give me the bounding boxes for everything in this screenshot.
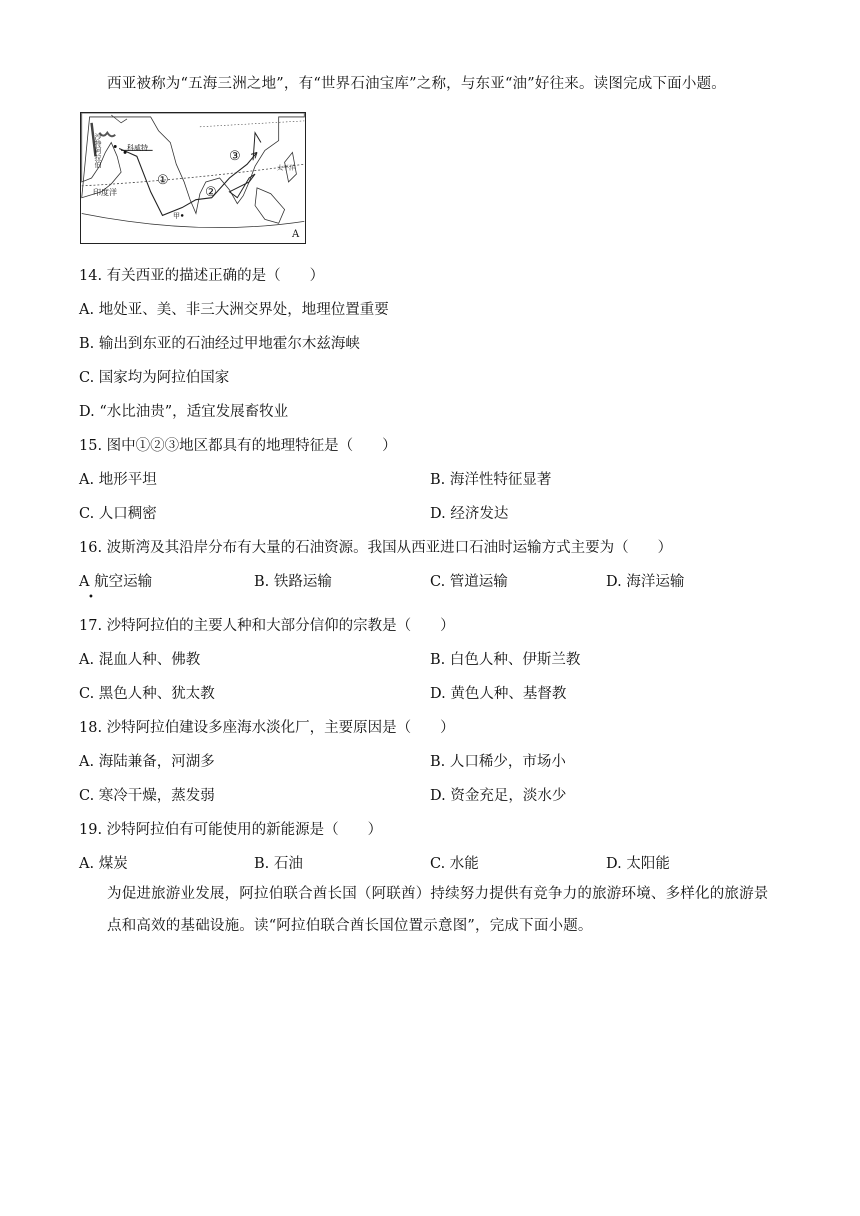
question-17-option-b[interactable]: B. 白色人种、伊斯兰教 <box>430 652 581 668</box>
question-15-option-a[interactable]: A. 地形平坦 <box>79 472 157 488</box>
question-16-option-d[interactable]: D. 海洋运输 <box>606 574 685 590</box>
question-16-option-c[interactable]: C. 管道运输 <box>430 574 508 590</box>
question-16-option-b[interactable]: B. 铁路运输 <box>254 574 332 590</box>
question-15-option-d[interactable]: D. 经济发达 <box>430 506 509 522</box>
question-14-stem: 14. 有关西亚的描述正确的是（ ） <box>79 268 325 284</box>
question-17-option-d[interactable]: D. 黄色人种、基督教 <box>430 686 567 702</box>
map-figure <box>80 112 306 244</box>
question-15-stem: 15. 图中①②③地区都具有的地理特征是（ ） <box>79 438 397 454</box>
question-17-option-a[interactable]: A. 混血人种、佛教 <box>79 652 201 668</box>
intro-text-1: 西亚被称为“五海三洲之地”，有“世界石油宝库”之称，与东亚“油”好往来。读图完成下面小题。 <box>107 76 726 92</box>
map-label-indian-ocean: 印度洋 <box>93 188 117 197</box>
question-18-option-b[interactable]: B. 人口稀少，市场小 <box>430 754 566 770</box>
question-18-stem: 18. 沙特阿拉伯建设多座海水淡化厂，主要原因是（ ） <box>79 720 455 736</box>
question-19-option-b[interactable]: B. 石油 <box>254 856 303 872</box>
map-marker-2: ② <box>205 185 217 200</box>
question-18-option-d[interactable]: D. 资金充足，淡水少 <box>430 788 567 804</box>
map-label-a: A <box>292 229 300 240</box>
intro-text-2: 为促进旅游业发展，阿拉伯联合酋长国（阿联酋）持续努力提供有竞争力的旅游环境、多样化的旅游景点和高效的基础设施。读“阿拉伯联合酋长国位置示意图”，完成下面小题。 <box>107 886 769 934</box>
question-19-option-d[interactable]: D. 太阳能 <box>606 856 670 872</box>
map-svg <box>81 113 305 243</box>
question-14-option-b[interactable]: B. 输出到东亚的石油经过甲地霍尔木兹海峡 <box>79 336 360 352</box>
question-17-option-c[interactable]: C. 黑色人种、犹太教 <box>79 686 215 702</box>
question-18-option-a[interactable]: A. 海陆兼备，河湖多 <box>79 754 215 770</box>
question-19-option-a[interactable]: A. 煤炭 <box>79 856 128 872</box>
question-16-stem: 16. 波斯湾及其沿岸分布有大量的石油资源。我国从西亚进口石油时运输方式主要为（ ） <box>79 540 673 556</box>
question-15-option-c[interactable]: C. 人口稠密 <box>79 506 157 522</box>
question-16-option-a[interactable]: A 航空运输 <box>79 574 153 590</box>
question-14-option-a[interactable]: A. 地处亚、美、非三大洲交界处，地理位置重要 <box>79 302 389 318</box>
stray-dot: • <box>88 592 94 603</box>
question-14-option-c[interactable]: C. 国家均为阿拉伯国家 <box>79 370 230 386</box>
question-15-option-b[interactable]: B. 海洋性特征显著 <box>430 472 552 488</box>
question-18-option-c[interactable]: C. 寒冷干燥，蒸发弱 <box>79 788 215 804</box>
question-17-stem: 17. 沙特阿拉伯的主要人种和大部分信仰的宗教是（ ） <box>79 618 455 634</box>
map-label-jia: 甲 <box>173 212 180 220</box>
intro-paragraph-1 <box>79 68 779 100</box>
intro-paragraph-2 <box>79 878 779 942</box>
map-marker-1: ① <box>157 173 169 188</box>
map-label-kuwait: 科威特 <box>127 144 148 152</box>
question-19-stem: 19. 沙特阿拉伯有可能使用的新能源是（ ） <box>79 822 383 838</box>
map-label-pacific: 太平洋 <box>277 165 296 172</box>
map-marker-3: ③ <box>229 149 241 164</box>
question-19-option-c[interactable]: C. 水能 <box>430 856 479 872</box>
question-14-option-d[interactable]: D. “水比油贵”，适宜发展畜牧业 <box>79 404 289 420</box>
map-label-saudi: 沙特阿拉伯 <box>94 133 102 168</box>
